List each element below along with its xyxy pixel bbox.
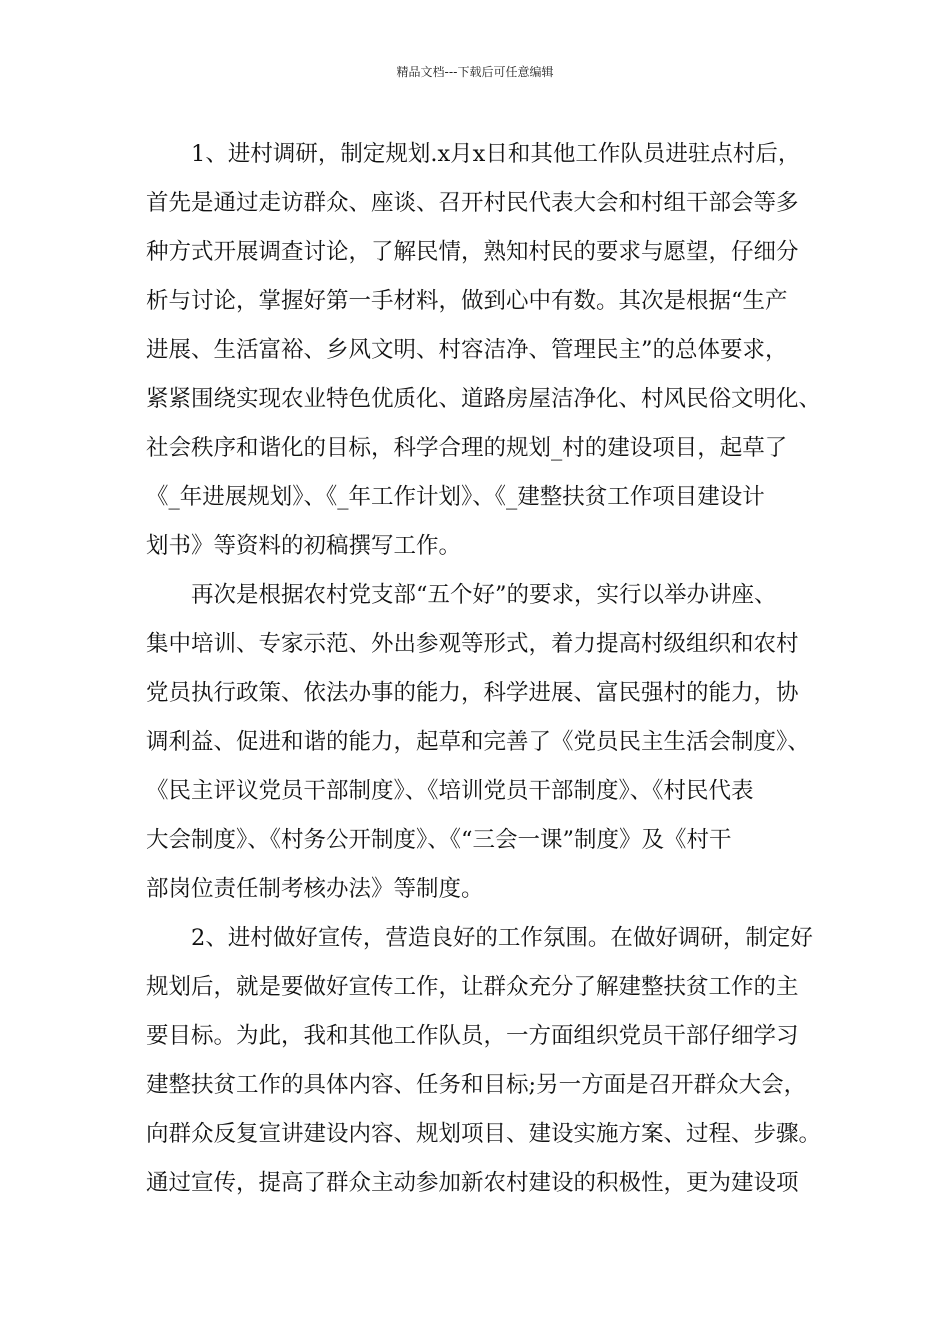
- paragraph-1-line-9: 划书》等资料的初稿撰写工作。: [146, 533, 462, 559]
- paragraph-2-line-4: 调利益、促进和谐的能力，起草和完善了《党员民主生活会制度》、: [146, 729, 810, 755]
- paragraph-2-line-2: 集中培训、专家示范、外出参观等形式，着力提高村级组织和农村: [146, 631, 799, 657]
- paragraph-2-line-7: 部岗位责任制考核办法》等制度。: [146, 876, 484, 902]
- paragraph-1-line-4: 析与讨论，掌握好第一手材料，做到心中有数。其次是根据“生产: [146, 288, 788, 314]
- paragraph-2-line-6: 大会制度》、《村务公开制度》、《“三会一课”制度》及《村干: [146, 827, 732, 853]
- paragraph-2-line-5: 《民主评议党员干部制度》、《培训党员干部制度》、《村民代表: [146, 778, 754, 804]
- paragraph-1-line-1: 1、进村调研，制定规划.x月x日和其他工作队员进驻点村后，: [191, 141, 801, 167]
- document-body: [146, 130, 821, 1208]
- paragraph-1-line-5: 进展、生活富裕、乡风文明、村容洁净、管理民主”的总体要求，: [146, 337, 788, 363]
- paragraph-2-line-1: 再次是根据农村党支部“五个好”的要求，实行以举办讲座、: [191, 582, 777, 608]
- paragraph-3-line-1: 2、进村做好宣传，营造良好的工作氛围。在做好调研，制定好: [191, 925, 813, 951]
- paragraph-3-line-5: 向群众反复宣讲建设内容、规划项目、建设实施方案、过程、步骤。: [146, 1121, 821, 1147]
- paragraph-1-line-8: 《_年进展规划》、《_年工作计划》、《_建整扶贫工作项目建设计: [146, 484, 765, 510]
- paragraph-3-line-3: 要目标。为此，我和其他工作队员，一方面组织党员干部仔细学习: [146, 1023, 799, 1049]
- paragraph-1-line-2: 首先是通过走访群众、座谈、召开村民代表大会和村组干部会等多: [146, 190, 799, 216]
- paragraph-3-line-4: 建整扶贫工作的具体内容、任务和目标;另一方面是召开群众大会，: [146, 1072, 807, 1098]
- paragraph-1-line-7: 社会秩序和谐化的目标，科学合理的规划_村的建设项目，起草了: [146, 435, 788, 461]
- paragraph-3-line-6: 通过宣传，提高了群众主动参加新农村建设的积极性，更为建设项: [146, 1170, 799, 1196]
- paragraph-3-line-2: 规划后，就是要做好宣传工作，让群众充分了解建整扶贫工作的主: [146, 974, 799, 1000]
- paragraph-1-line-3: 种方式开展调查讨论，了解民情，熟知村民的要求与愿望，仔细分: [146, 239, 799, 265]
- page-header: 精品文档---下载后可任意编辑: [396, 65, 554, 79]
- paragraph-2-line-3: 党员执行政策、依法办事的能力，科学进展、富民强村的能力，协: [146, 680, 799, 706]
- paragraph-1-line-6: 紧紧围绕实现农业特色优质化、道路房屋洁净化、村风民俗文明化、: [146, 386, 821, 412]
